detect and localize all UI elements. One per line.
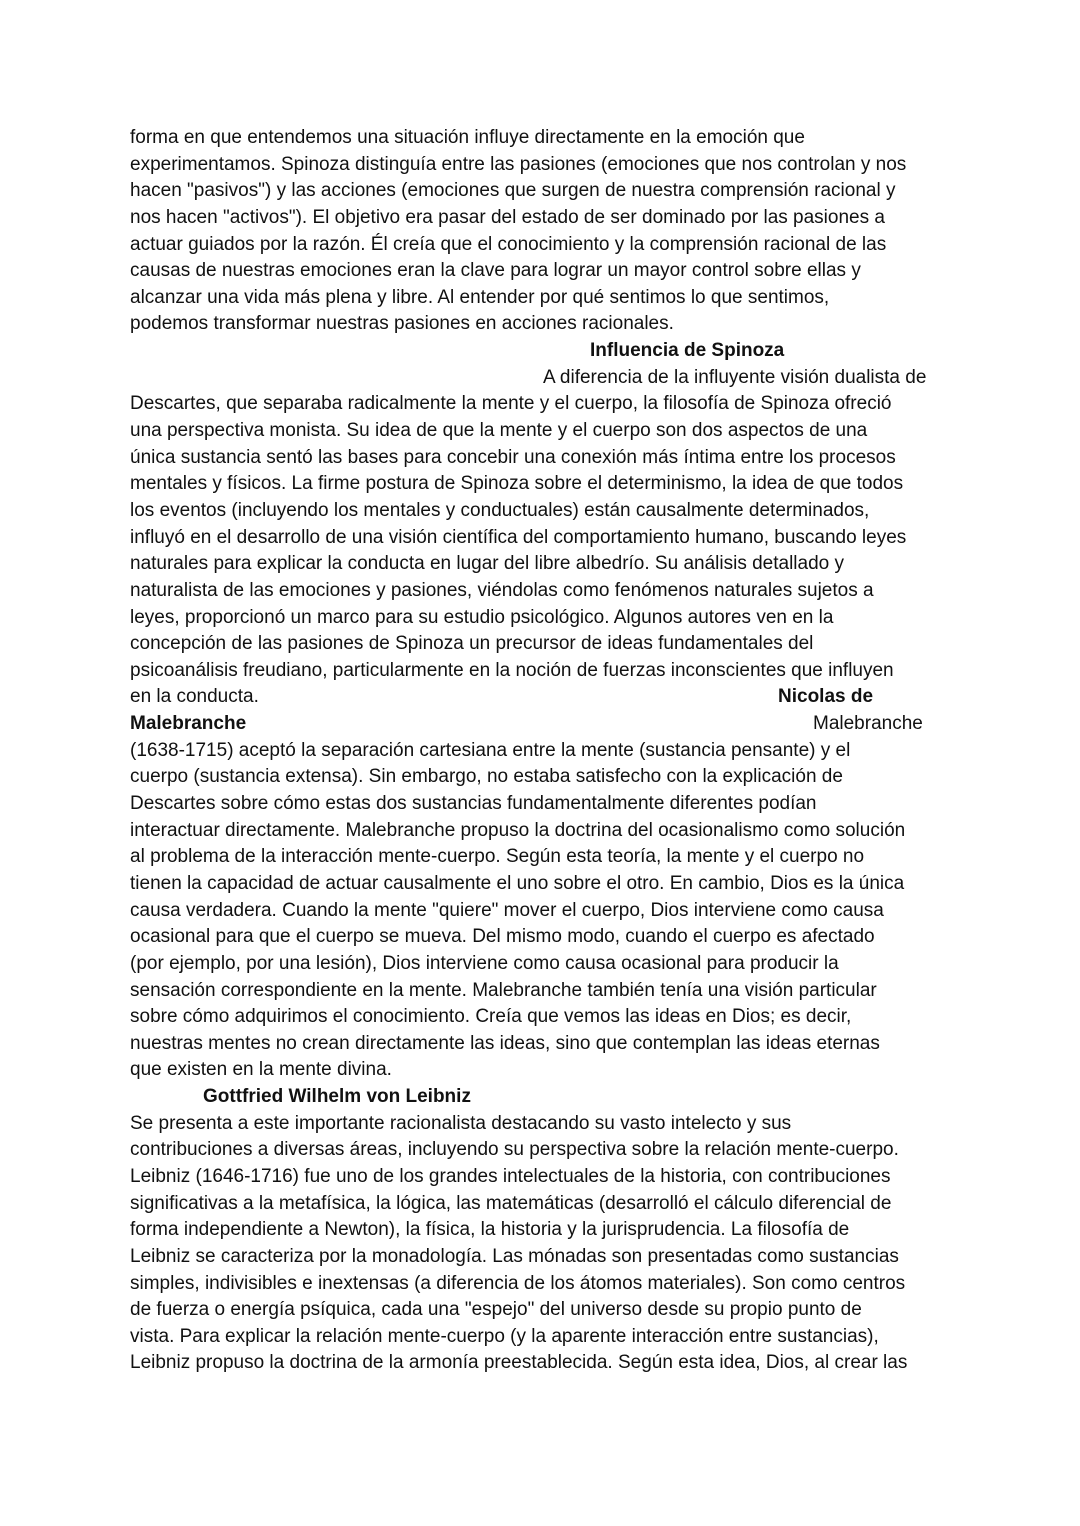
body-text: A diferencia de la influyente visión dualista de bbox=[543, 366, 927, 388]
body-text: leyes, proporcionó un marco para su estudio psicológico. Algunos autores ven en la bbox=[130, 606, 834, 628]
body-text: de fuerza o energía psíquica, cada una "espejo" del universo desde su propio punto de bbox=[130, 1299, 862, 1321]
body-text: mentales y físicos. La firme postura de Spinoza sobre el determinismo, la idea de que todos bbox=[130, 473, 904, 495]
body-text: sensación correspondiente en la mente. Malebranche también tenía una visión particular bbox=[130, 979, 877, 1001]
body-text: hacen "pasivos") y las acciones (emociones que surgen de nuestra comprensión racional y bbox=[130, 180, 896, 202]
text-line bbox=[130, 1031, 950, 1058]
body-text: causa verdadera. Cuando la mente "quiere" mover el cuerpo, Dios interviene como causa bbox=[130, 899, 884, 921]
text-line bbox=[130, 1057, 950, 1084]
text-line bbox=[130, 1111, 950, 1138]
text-line bbox=[130, 898, 950, 925]
body-text: Malebranche bbox=[813, 713, 923, 735]
text-line bbox=[130, 791, 950, 818]
body-text: Descartes, que separaba radicalmente la mente y el cuerpo, la filosofía de Spinoza ofreció bbox=[130, 393, 892, 415]
text-line bbox=[130, 178, 950, 205]
body-text: podemos transformar nuestras pasiones en acciones racionales. bbox=[130, 313, 674, 335]
body-text: alcanzar una vida más plena y libre. Al entender por qué sentimos lo que sentimos, bbox=[130, 286, 830, 308]
text-line bbox=[130, 605, 950, 632]
body-text: al problema de la interacción mente-cuerpo. Según esta teoría, la mente y el cuerpo no bbox=[130, 846, 865, 868]
text-line bbox=[130, 924, 950, 951]
body-text: significativas a la metafísica, la lógica, las matemáticas (desarrolló el cálculo diferencial de bbox=[130, 1192, 892, 1214]
text-line bbox=[130, 1271, 950, 1298]
text-line bbox=[130, 658, 950, 685]
text-line bbox=[130, 525, 950, 552]
text-line bbox=[130, 1164, 950, 1191]
body-text: Se presenta a este importante racionalista destacando su vasto intelecto y sus bbox=[130, 1112, 792, 1134]
text-line bbox=[130, 418, 950, 445]
text-line bbox=[130, 1191, 950, 1218]
body-text: contribuciones a diversas áreas, incluyendo su perspectiva sobre la relación mente-cuerpo. bbox=[130, 1139, 899, 1161]
text-line bbox=[130, 1324, 950, 1351]
text-line bbox=[130, 684, 950, 711]
body-text: nos hacen "activos"). El objetivo era pasar del estado de ser dominado por las pasiones a bbox=[130, 206, 885, 228]
heading-text: Nicolas de bbox=[778, 686, 874, 708]
body-text: tienen la capacidad de actuar causalmente el uno sobre el otro. En cambio, Dios es la única bbox=[130, 872, 905, 894]
body-text: influyó en el desarrollo de una visión científica del comportamiento humano, buscando leyes bbox=[130, 526, 907, 548]
body-text: actuar guiados por la razón. Él creía que el conocimiento y la comprensión racional de las bbox=[130, 233, 887, 255]
text-line bbox=[130, 258, 950, 285]
body-text: forma independiente a Newton), la física, la historia y la jurisprudencia. La filosofía de bbox=[130, 1219, 850, 1241]
body-text: ocasional para que el cuerpo se mueva. Del mismo modo, cuando el cuerpo es afectado bbox=[130, 926, 875, 948]
text-line bbox=[130, 631, 950, 658]
text-line bbox=[130, 498, 950, 525]
section-heading-line bbox=[130, 1084, 950, 1111]
text-line bbox=[130, 1297, 950, 1324]
body-text: vista. Para explicar la relación mente-cuerpo (y la aparente interacción entre sustancias), bbox=[130, 1325, 879, 1347]
body-text: en la conducta. bbox=[130, 686, 259, 708]
body-text: forma en que entendemos una situación influye directamente en la emoción que bbox=[130, 127, 805, 148]
body-text: los eventos (incluyendo los mentales y conductuales) están causalmente determinados, bbox=[130, 499, 870, 521]
heading-text: Gottfried Wilhelm von Leibniz bbox=[203, 1086, 471, 1108]
heading-text: Influencia de Spinoza bbox=[590, 340, 785, 362]
body-text: nuestras mentes no crean directamente las ideas, sino que contemplan las ideas eternas bbox=[130, 1032, 880, 1054]
text-line bbox=[130, 551, 950, 578]
text-line bbox=[130, 365, 950, 392]
text-line bbox=[130, 205, 950, 232]
body-text: concepción de las pasiones de Spinoza un precursor de ideas fundamentales del bbox=[130, 633, 814, 655]
body-text: Leibniz propuso la doctrina de la armonía preestablecida. Según esta idea, Dios, al crear las bbox=[130, 1352, 908, 1374]
text-line bbox=[130, 471, 950, 498]
body-text: simples, indivisibles e inextensas (a diferencia de los átomos materiales). Son como centros bbox=[130, 1272, 906, 1294]
body-text: (por ejemplo, por una lesión), Dios interviene como causa ocasional para producir la bbox=[130, 952, 839, 974]
body-text: cuerpo (sustancia extensa). Sin embargo, no estaba satisfecho con la explicación de bbox=[130, 766, 843, 788]
text-line bbox=[130, 152, 950, 179]
body-text: una perspectiva monista. Su idea de que la mente y el cuerpo son dos aspectos de una bbox=[130, 420, 868, 442]
body-text: Descartes sobre cómo estas dos sustancias fundamentalmente diferentes podían bbox=[130, 793, 817, 815]
text-line bbox=[130, 1350, 950, 1377]
text-line bbox=[130, 951, 950, 978]
body-text: causas de nuestras emociones eran la clave para lograr un mayor control sobre ellas y bbox=[130, 260, 861, 282]
text-line bbox=[130, 978, 950, 1005]
text-line bbox=[130, 818, 950, 845]
text-line bbox=[130, 711, 950, 738]
text-line bbox=[130, 578, 950, 605]
body-text: experimentamos. Spinoza distinguía entre las pasiones (emociones que nos controlan y nos bbox=[130, 153, 907, 175]
body-text: interactuar directamente. Malebranche propuso la doctrina del ocasionalismo como solución bbox=[130, 819, 906, 841]
text-line bbox=[130, 1244, 950, 1271]
text-line bbox=[130, 738, 950, 765]
text-line bbox=[130, 764, 950, 791]
body-text: sobre cómo adquirimos el conocimiento. Creía que vemos las ideas en Dios; es decir, bbox=[130, 1006, 852, 1028]
text-line bbox=[130, 871, 950, 898]
body-text: naturales para explicar la conducta en lugar del libre albedrío. Su análisis detallado y bbox=[130, 553, 844, 575]
body-text: que existen en la mente divina. bbox=[130, 1059, 392, 1081]
body-text: Leibniz (1646-1716) fue uno de los grandes intelectuales de la historia, con contribuciones bbox=[130, 1165, 891, 1187]
body-text: Leibniz se caracteriza por la monadología. Las mónadas son presentadas como sustancias bbox=[130, 1245, 899, 1267]
body-text: (1638-1715) aceptó la separación cartesiana entre la mente (sustancia pensante) y el bbox=[130, 739, 851, 761]
text-line bbox=[130, 391, 950, 418]
section-heading-line bbox=[130, 338, 950, 365]
text-line bbox=[130, 1004, 950, 1031]
text-line bbox=[130, 232, 950, 259]
text-line bbox=[130, 311, 950, 338]
document-text-block bbox=[130, 125, 950, 1377]
body-text: psicoanálisis freudiano, particularmente en la noción de fuerzas inconscientes que influyen bbox=[130, 659, 894, 681]
text-line bbox=[130, 844, 950, 871]
body-text: única sustancia sentó las bases para concebir una conexión más íntima entre los procesos bbox=[130, 446, 896, 468]
text-line bbox=[130, 125, 950, 152]
heading-text: Malebranche bbox=[130, 713, 247, 735]
text-line bbox=[130, 1217, 950, 1244]
text-line bbox=[130, 285, 950, 312]
body-text: naturalista de las emociones y pasiones, viéndolas como fenómenos naturales sujetos a bbox=[130, 579, 874, 601]
text-line bbox=[130, 1137, 950, 1164]
text-line bbox=[130, 445, 950, 472]
